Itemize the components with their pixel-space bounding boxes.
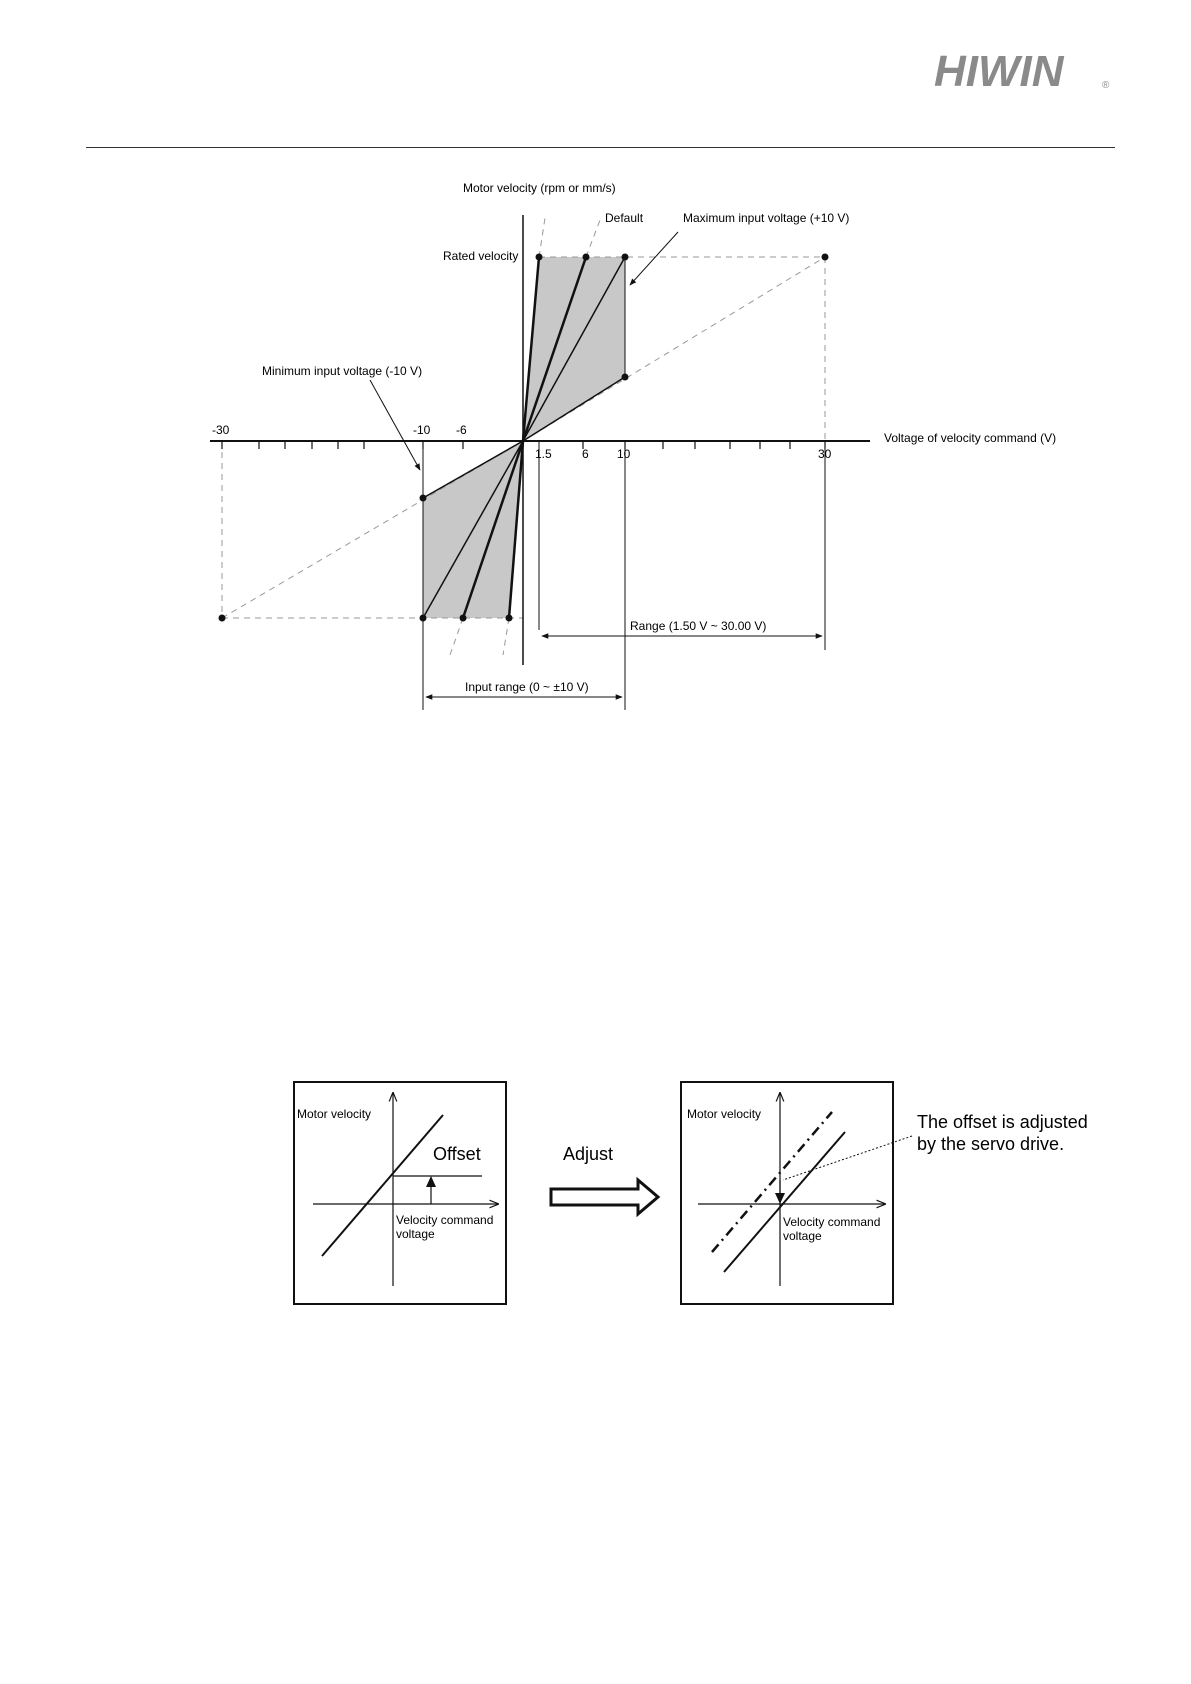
- tick-label-neg30: -30: [212, 423, 230, 437]
- logo-text: HIWIN: [934, 47, 1064, 96]
- offset-label: Offset: [433, 1144, 481, 1164]
- tick-label-neg10: -10: [413, 423, 431, 437]
- tick-label-neg6: -6: [456, 423, 467, 437]
- label-rated-velocity: Rated velocity: [443, 249, 519, 263]
- before-y-label: Motor velocity: [297, 1107, 372, 1121]
- note-line-1: The offset is adjusted: [917, 1112, 1088, 1132]
- velocity-command-diagram: [0, 170, 1191, 730]
- adjust-label: Adjust: [563, 1144, 614, 1164]
- offset-adjustment-diagram: [0, 1060, 1191, 1340]
- max-input-pointer: [630, 232, 678, 285]
- after-x-label-2: voltage: [783, 1229, 822, 1243]
- after-y-label: Motor velocity: [687, 1107, 762, 1121]
- header-rule: [86, 147, 1115, 148]
- tick-label-1-5: 1.5: [535, 447, 552, 461]
- tick-label-10: 10: [617, 447, 631, 461]
- characteristic-lines: [423, 257, 625, 618]
- y-axis-label: Motor velocity (rpm or mm/s): [463, 181, 616, 195]
- label-default: Default: [605, 211, 644, 225]
- x-axis-label: Voltage of velocity command (V): [884, 431, 1057, 445]
- registered-mark: ®: [1102, 80, 1110, 91]
- note-line-2: by the servo drive.: [917, 1134, 1065, 1154]
- after-x-label-1: Velocity command: [783, 1215, 881, 1229]
- adjust-arrow: [551, 1180, 658, 1214]
- input-range-label: Input range (0 ~ ±10 V): [465, 680, 589, 694]
- tick-label-6: 6: [582, 447, 589, 461]
- hiwin-logo: [930, 42, 1120, 98]
- range-label: Range (1.50 V ~ 30.00 V): [630, 619, 767, 633]
- before-x-label-2: voltage: [396, 1227, 435, 1241]
- tick-label-30: 30: [818, 447, 832, 461]
- before-x-label-1: Velocity command: [396, 1213, 494, 1227]
- label-min-input: Minimum input voltage (-10 V): [262, 364, 423, 378]
- label-max-input: Maximum input voltage (+10 V): [683, 211, 850, 225]
